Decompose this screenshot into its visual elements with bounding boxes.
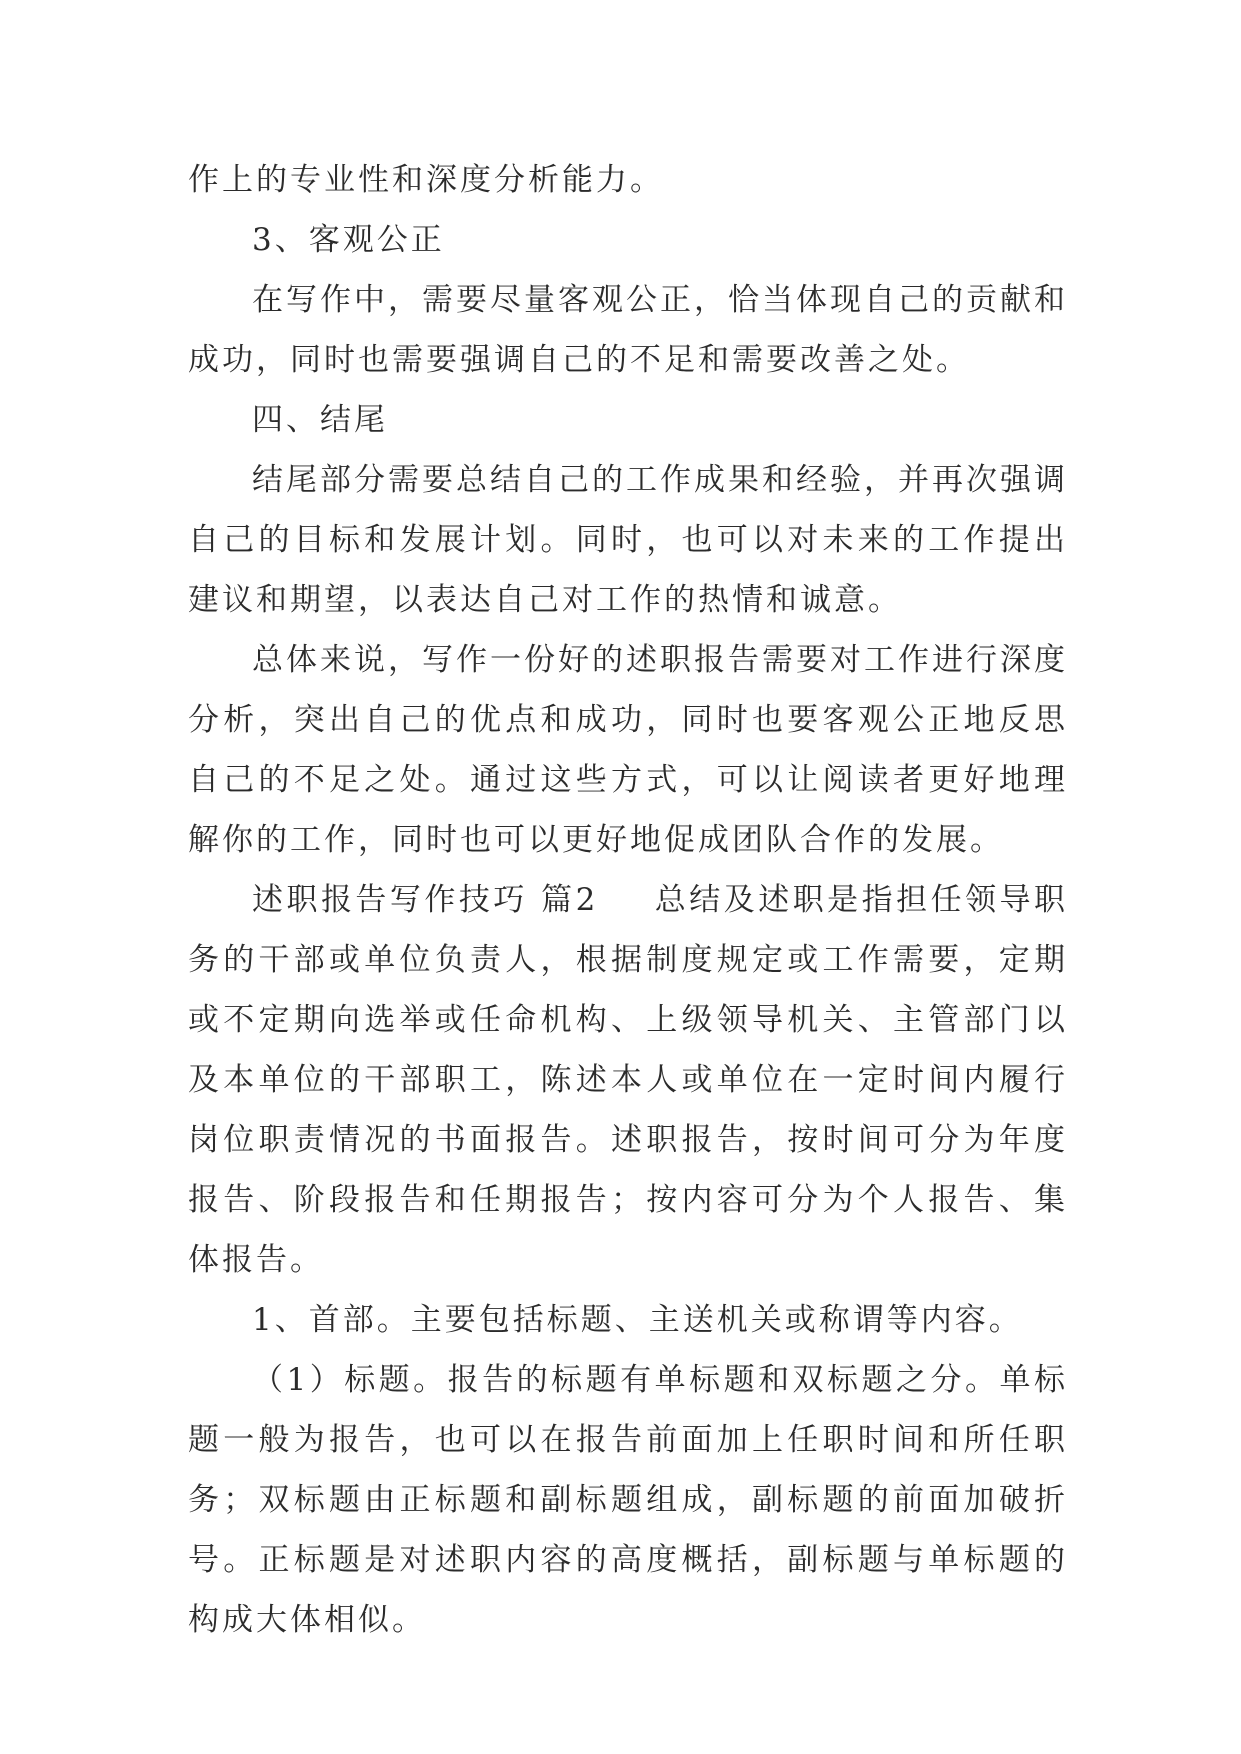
paragraph-chapter-2 bbox=[188, 870, 1068, 1290]
chapter-body: 总结及述职是指担任领导职务的干部或单位负责人，根据制度规定或工作需要，定期或不定期向选举或任命机构、上级领导机关、主管部门以及本单位的干部职工，陈述本人或单位在一定时间内履行岗位职责情况的书面报告。述职报告，按时间可分为年度报告、阶段报告和任期报告；按内容可分为个人报告、集体报告。 bbox=[188, 882, 1069, 1278]
paragraph-ending: 结尾部分需要总结自己的工作成果和经验，并再次强调自己的目标和发展计划。同时，也可以对未来的工作提出建议和期望，以表达自己对工作的热情和诚意。 bbox=[188, 462, 1068, 618]
paragraph-continued: 作上的专业性和深度分析能力。 bbox=[188, 162, 664, 198]
section-heading-ending: 四、结尾 bbox=[252, 402, 388, 438]
section-heading-objective: 3、客观公正 bbox=[252, 222, 445, 258]
chapter-title: 述职报告写作技巧 篇2 bbox=[252, 882, 599, 918]
section-heading-header: 1、首部。主要包括标题、主送机关或称谓等内容。 bbox=[252, 1302, 1023, 1338]
paragraph-objective: 在写作中，需要尽量客观公正，恰当体现自己的贡献和成功，同时也需要强调自己的不足和需要改善之处。 bbox=[188, 282, 1068, 378]
paragraph-title: （1）标题。报告的标题有单标题和双标题之分。单标题一般为报告，也可以在报告前面加上任职时间和所任职务；双标题由正标题和副标题组成，副标题的前面加破折号。正标题是对述职内容的高度概括，副标题与单标题的构成大体相似。 bbox=[188, 1362, 1068, 1638]
paragraph-summary: 总体来说，写作一份好的述职报告需要对工作进行深度分析，突出自己的优点和成功，同时也要客观公正地反思自己的不足之处。通过这些方式，可以让阅读者更好地理解你的工作，同时也可以更好地促成团队合作的发展。 bbox=[188, 642, 1068, 858]
document-body bbox=[188, 150, 1068, 1650]
